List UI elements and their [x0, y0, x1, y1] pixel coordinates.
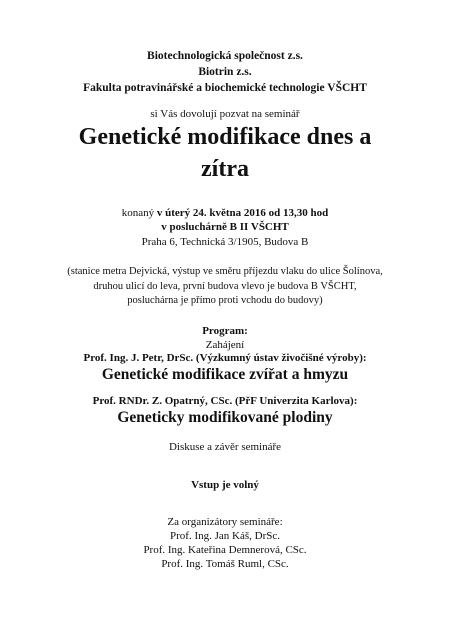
committee-member: Prof. Ing. Tomáš Ruml, CSc.: [161, 558, 289, 570]
program-closing: Diskuse a závěr semináře: [168, 441, 282, 453]
organizer-line: Fakulta potravinářské a biochemické technologie VŠCHT: [83, 82, 367, 94]
committee-heading: Za organizátory semináře:: [167, 516, 283, 528]
date-prefix: konaný: [121, 207, 155, 219]
directions-line: posluchárna je přímo proti vchodu do budovy): [127, 295, 323, 306]
seminar-title-line: Genetické modifikace dnes a: [78, 124, 372, 150]
talk-speaker: Prof. RNDr. Z. Opatrný, CSc. (PřF Univerzita Karlova):: [92, 395, 358, 407]
committee-member: Prof. Ing. Kateřina Demnerová, CSc.: [143, 544, 307, 556]
talk-topic: Geneticky modifikované plodiny: [117, 409, 333, 426]
seminar-title-line: zítra: [201, 156, 249, 182]
address-line: Praha 6, Technická 3/1905, Budova B: [141, 236, 309, 248]
date-line: [0, 207, 450, 219]
talk-speaker: Prof. Ing. J. Petr, DrSc. (Výzkumný ústav živočišné výroby):: [83, 352, 367, 364]
directions-line: (stanice metra Dejvická, výstup ve směru příjezdu vlaku do ulice Šolínova,: [67, 266, 383, 277]
program-heading: Program:: [202, 325, 248, 337]
directions-line: druhou ulicí do leva, první budova vlevo je budova B VŠCHT,: [93, 281, 357, 292]
date-time: v úterý 24. května 2016 od 13,30 hod: [156, 207, 329, 219]
committee-member: Prof. Ing. Jan Káš, DrSc.: [170, 530, 280, 542]
room-line: v posluchárně B II VŠCHT: [161, 221, 289, 233]
organizer-line: Biotrin z.s.: [198, 66, 252, 78]
invite-line: si Vás dovolují pozvat na seminář: [150, 108, 300, 120]
organizer-line: Biotechnologická společnost z.s.: [147, 50, 303, 62]
program-opening: Zahájení: [205, 339, 245, 351]
talk-topic: Genetické modifikace zvířat a hmyzu: [101, 366, 349, 383]
entry-note: Vstup je volný: [191, 479, 259, 491]
